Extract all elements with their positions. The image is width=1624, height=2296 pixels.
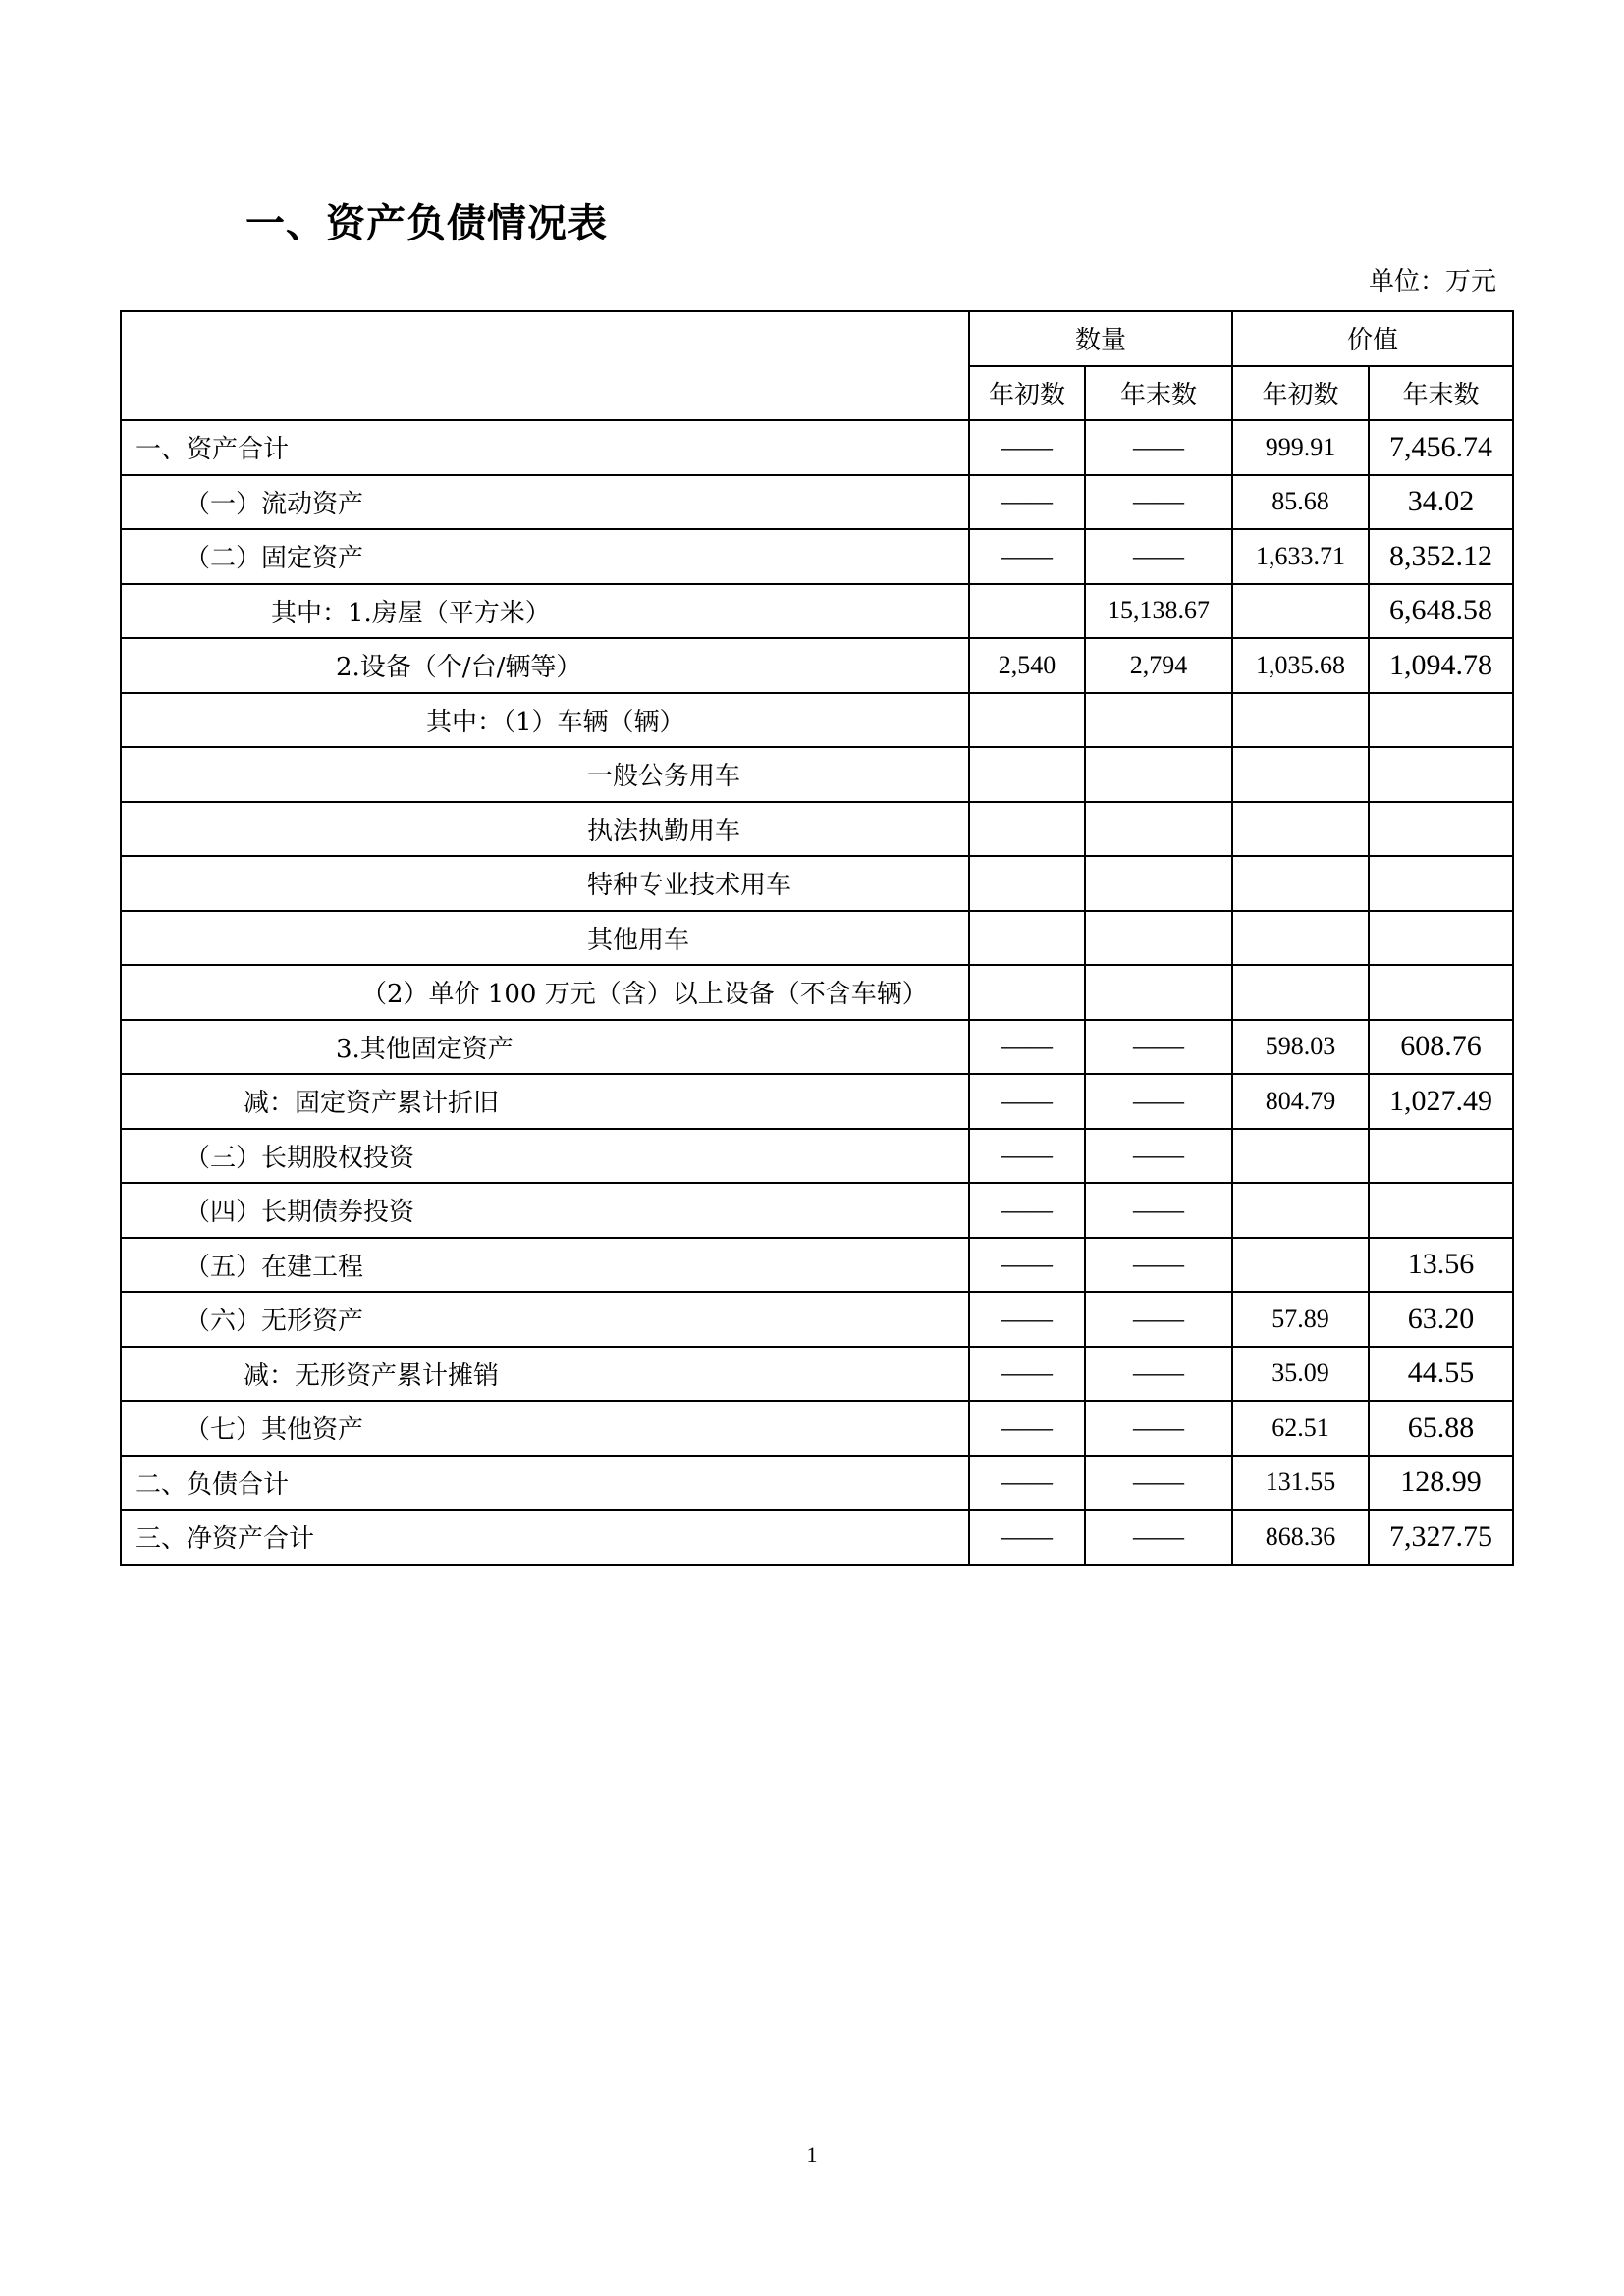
value-end-cell: 8,352.12 (1369, 529, 1513, 584)
value-end-cell (1369, 856, 1513, 911)
row-label: （一）流动资产 (121, 475, 969, 530)
quantity-start-cell (969, 584, 1085, 639)
value-end-cell: 13.56 (1369, 1238, 1513, 1293)
table-row (121, 529, 1513, 584)
table-row (121, 420, 1513, 475)
value-start-cell: 131.55 (1232, 1456, 1369, 1511)
value-end-cell: 1,027.49 (1369, 1074, 1513, 1129)
value-end-cell: 608.76 (1369, 1020, 1513, 1075)
row-label: 三、净资产合计 (121, 1510, 969, 1565)
quantity-start-cell: —— (969, 1292, 1085, 1347)
header-value-end: 年末数 (1369, 366, 1513, 421)
quantity-end-cell: —— (1085, 1020, 1232, 1075)
table-row (121, 693, 1513, 748)
value-start-cell (1232, 911, 1369, 966)
quantity-end-cell: —— (1085, 1347, 1232, 1402)
quantity-start-cell: —— (969, 420, 1085, 475)
table-body (121, 420, 1513, 1565)
table-header (121, 311, 1513, 420)
quantity-end-cell (1085, 747, 1232, 802)
row-label: 一般公务用车 (121, 747, 969, 802)
quantity-start-cell: —— (969, 1183, 1085, 1238)
table-row (121, 1510, 1513, 1565)
table-row (121, 638, 1513, 693)
table-row (121, 475, 1513, 530)
header-quantity-end: 年末数 (1085, 366, 1232, 421)
table-row (121, 584, 1513, 639)
value-end-cell: 128.99 (1369, 1456, 1513, 1511)
quantity-start-cell (969, 693, 1085, 748)
value-start-cell: 868.36 (1232, 1510, 1369, 1565)
row-label: 其中：（1）车辆（辆） (121, 693, 969, 748)
value-end-cell (1369, 1129, 1513, 1184)
value-end-cell (1369, 693, 1513, 748)
quantity-end-cell: —— (1085, 475, 1232, 530)
value-start-cell: 999.91 (1232, 420, 1369, 475)
value-start-cell (1232, 1238, 1369, 1293)
quantity-end-cell: —— (1085, 1183, 1232, 1238)
quantity-start-cell: —— (969, 1020, 1085, 1075)
row-label: （四）长期债券投资 (121, 1183, 969, 1238)
quantity-start-cell: —— (969, 1347, 1085, 1402)
value-start-cell (1232, 856, 1369, 911)
quantity-end-cell: 2,794 (1085, 638, 1232, 693)
value-start-cell (1232, 693, 1369, 748)
value-end-cell (1369, 1183, 1513, 1238)
table-row (121, 856, 1513, 911)
quantity-start-cell (969, 802, 1085, 857)
quantity-end-cell: —— (1085, 1510, 1232, 1565)
quantity-end-cell: —— (1085, 1129, 1232, 1184)
row-label: （七）其他资产 (121, 1401, 969, 1456)
page-title: 一、资产负债情况表 (245, 201, 608, 246)
table-row (121, 1183, 1513, 1238)
balance-sheet-table (120, 310, 1514, 1566)
row-label: 特种专业技术用车 (121, 856, 969, 911)
row-label: 减：无形资产累计摊销 (121, 1347, 969, 1402)
row-label: （二）固定资产 (121, 529, 969, 584)
row-label: 执法执勤用车 (121, 802, 969, 857)
value-start-cell: 35.09 (1232, 1347, 1369, 1402)
value-start-cell (1232, 1129, 1369, 1184)
header-row-top (121, 311, 1513, 366)
unit-label: 单位：万元 (1368, 267, 1496, 296)
quantity-start-cell: —— (969, 529, 1085, 584)
quantity-start-cell (969, 856, 1085, 911)
row-label: 2.设备（个/台/辆等） (121, 638, 969, 693)
quantity-end-cell (1085, 911, 1232, 966)
page-number: 1 (806, 2142, 818, 2166)
value-end-cell: 34.02 (1369, 475, 1513, 530)
table-row (121, 747, 1513, 802)
row-label: 其他用车 (121, 911, 969, 966)
quantity-end-cell: —— (1085, 1238, 1232, 1293)
table-row (121, 911, 1513, 966)
quantity-start-cell (969, 911, 1085, 966)
quantity-end-cell: —— (1085, 1292, 1232, 1347)
quantity-end-cell: —— (1085, 529, 1232, 584)
value-start-cell: 598.03 (1232, 1020, 1369, 1075)
row-label: 一、资产合计 (121, 420, 969, 475)
value-start-cell (1232, 1183, 1369, 1238)
value-end-cell (1369, 747, 1513, 802)
value-end-cell (1369, 802, 1513, 857)
row-label: （五）在建工程 (121, 1238, 969, 1293)
value-end-cell: 63.20 (1369, 1292, 1513, 1347)
value-end-cell: 6,648.58 (1369, 584, 1513, 639)
value-start-cell (1232, 584, 1369, 639)
table-row (121, 1401, 1513, 1456)
quantity-start-cell: —— (969, 1074, 1085, 1129)
header-quantity: 数量 (969, 311, 1232, 366)
table-row (121, 1347, 1513, 1402)
value-start-cell: 85.68 (1232, 475, 1369, 530)
value-end-cell: 7,456.74 (1369, 420, 1513, 475)
row-label: 减：固定资产累计折旧 (121, 1074, 969, 1129)
value-start-cell: 1,633.71 (1232, 529, 1369, 584)
row-label: 其中：1.房屋（平方米） (121, 584, 969, 639)
quantity-start-cell: —— (969, 1129, 1085, 1184)
quantity-end-cell (1085, 965, 1232, 1020)
table-row (121, 1020, 1513, 1075)
value-end-cell: 65.88 (1369, 1401, 1513, 1456)
header-item-blank (121, 311, 969, 420)
value-start-cell: 57.89 (1232, 1292, 1369, 1347)
table-row (121, 1456, 1513, 1511)
value-start-cell: 62.51 (1232, 1401, 1369, 1456)
header-value: 价值 (1232, 311, 1513, 366)
quantity-start-cell: —— (969, 1456, 1085, 1511)
header-quantity-start: 年初数 (969, 366, 1085, 421)
row-label: （三）长期股权投资 (121, 1129, 969, 1184)
quantity-end-cell: —— (1085, 1401, 1232, 1456)
quantity-end-cell (1085, 802, 1232, 857)
quantity-start-cell: —— (969, 1238, 1085, 1293)
table-row (121, 1238, 1513, 1293)
row-label: （六）无形资产 (121, 1292, 969, 1347)
value-start-cell: 804.79 (1232, 1074, 1369, 1129)
table-row (121, 802, 1513, 857)
value-end-cell: 7,327.75 (1369, 1510, 1513, 1565)
value-end-cell (1369, 911, 1513, 966)
quantity-end-cell: —— (1085, 420, 1232, 475)
quantity-start-cell: —— (969, 475, 1085, 530)
quantity-start-cell: —— (969, 1510, 1085, 1565)
quantity-end-cell: —— (1085, 1456, 1232, 1511)
quantity-end-cell: 15,138.67 (1085, 584, 1232, 639)
header-value-start: 年初数 (1232, 366, 1369, 421)
quantity-end-cell (1085, 856, 1232, 911)
table-row (121, 1292, 1513, 1347)
quantity-start-cell (969, 747, 1085, 802)
quantity-end-cell: —— (1085, 1074, 1232, 1129)
quantity-end-cell (1085, 693, 1232, 748)
value-start-cell (1232, 802, 1369, 857)
quantity-start-cell (969, 965, 1085, 1020)
value-start-cell: 1,035.68 (1232, 638, 1369, 693)
row-label: 二、负债合计 (121, 1456, 969, 1511)
table-row (121, 965, 1513, 1020)
row-label: （2）单价 100 万元（含）以上设备（不含车辆） (121, 965, 969, 1020)
table-row (121, 1074, 1513, 1129)
value-start-cell (1232, 965, 1369, 1020)
value-end-cell: 1,094.78 (1369, 638, 1513, 693)
value-start-cell (1232, 747, 1369, 802)
quantity-start-cell: —— (969, 1401, 1085, 1456)
value-end-cell (1369, 965, 1513, 1020)
table-row (121, 1129, 1513, 1184)
quantity-start-cell: 2,540 (969, 638, 1085, 693)
value-end-cell: 44.55 (1369, 1347, 1513, 1402)
row-label: 3.其他固定资产 (121, 1020, 969, 1075)
